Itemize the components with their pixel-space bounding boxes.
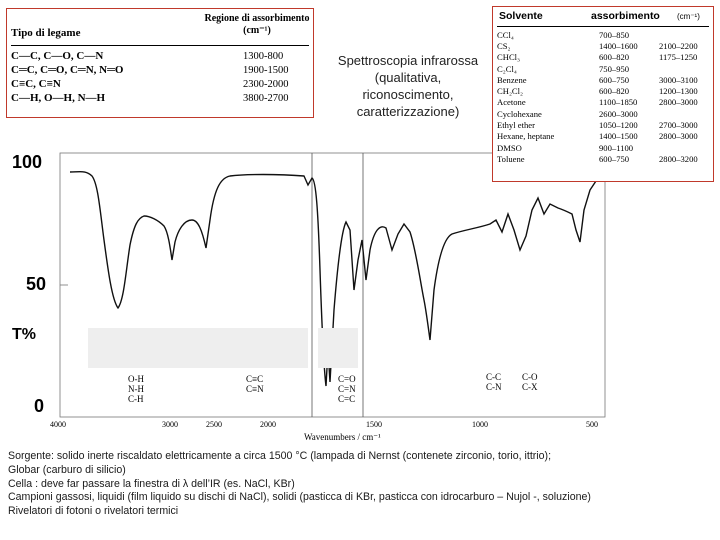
solvent-name: C₂Cl₄ (497, 63, 517, 74)
x-tick: 3000 (162, 420, 178, 429)
solvent-range-2: 1175–1250 (659, 52, 698, 63)
solvent-range-2: 1200–1300 (659, 86, 698, 97)
solvent-name: Acetone (497, 97, 526, 108)
solvent-range-2: 2100–2200 (659, 40, 698, 51)
table-row (497, 153, 709, 164)
bond-label: C—H, O—H, N—H (11, 92, 106, 104)
solvent-name: Cyclohexane (497, 108, 542, 119)
region-label-r2 (246, 374, 264, 394)
solvent-header: Solvente (499, 10, 543, 22)
solvent-range-1: 700–850 (599, 29, 630, 40)
bond-range: 2300-2000 (243, 78, 289, 90)
table-row (497, 63, 709, 74)
solvent-name: Benzene (497, 74, 527, 85)
table-row (11, 91, 311, 105)
solvent-range-1: 600–820 (599, 86, 630, 97)
x-tick: 4000 (50, 420, 66, 429)
bond-type-table (6, 8, 314, 118)
table-row (497, 52, 709, 63)
solvent-range-1: 1400–1600 (599, 40, 638, 51)
table-row (497, 40, 709, 51)
table-row (11, 63, 311, 77)
ir-spectrum (8, 150, 610, 448)
table-divider (497, 26, 709, 27)
table-divider (11, 45, 309, 46)
table-row (497, 131, 709, 142)
table-row (497, 108, 709, 119)
table-row (497, 119, 709, 130)
region-label-r4a (486, 372, 502, 392)
region-label: N-H (128, 384, 144, 394)
region-label: O-H (128, 374, 144, 384)
solvent-range-1: 600–750 (599, 153, 630, 164)
x-tick: 1000 (472, 420, 488, 429)
note-line: Globar (carburo di silicio) (8, 463, 126, 476)
x-axis-label: Wavenumbers / cm⁻¹ (304, 432, 381, 442)
region-label-r4b (522, 372, 538, 392)
table-row (497, 85, 709, 96)
solvent-range-1: 750–950 (599, 63, 630, 74)
solvent-range-2: 2800–3000 (659, 131, 698, 142)
y-tick-100: 100 (12, 152, 43, 172)
region-label: C≡C (246, 374, 264, 384)
solvent-range-1: 2600–3000 (599, 108, 638, 119)
table-row (11, 49, 311, 63)
solvent-range-2: 3000–3100 (659, 74, 698, 85)
title-line: (qualitativa, (374, 70, 442, 85)
y-axis-unit: T% (12, 326, 36, 343)
solvent-name: Ethyl ether (497, 120, 535, 131)
region-label: C-C (486, 372, 502, 382)
bond-label: C—C, C—O, C—N (11, 50, 104, 62)
table-row (497, 29, 709, 40)
solvent-range-2: 2700–3000 (659, 120, 698, 131)
spectrum-plot (8, 150, 610, 448)
bond-range: 3800-2700 (243, 92, 289, 104)
solvent-range-1: 900–1100 (599, 142, 634, 153)
y-tick-0: 0 (34, 396, 45, 416)
solvent-name: CH₂Cl₂ (497, 86, 524, 97)
bond-range: 1900-1500 (243, 64, 289, 76)
bond-range: 1300-800 (243, 50, 284, 62)
solvent-range-2: 2800–3000 (659, 97, 698, 108)
region-label-r1 (128, 374, 144, 404)
solvent-range-1: 1100–1850 (599, 97, 638, 108)
absorption-header: assorbimento (591, 10, 660, 22)
note-line: Cella : deve far passare la finestra di λ dell’IR (es. NaCl, KBr) (8, 477, 295, 490)
region-label: C-N (486, 382, 502, 392)
solvent-range-1: 1050–1200 (599, 120, 638, 131)
region-label: C-O (522, 372, 538, 382)
x-tick: 2000 (260, 420, 276, 429)
region-label: C=C (338, 394, 356, 404)
note-line: Campioni gassosi, liquidi (film liquido su dischi di NaCl), solidi (pasticca di KBr, pasticca con idrocarburo – Nujol -, soluzione) (8, 491, 591, 504)
solvent-name: DMSO (497, 142, 522, 153)
notes-block (8, 450, 716, 519)
y-tick-50: 50 (26, 274, 47, 294)
solvent-range-2: 2800–3200 (659, 153, 698, 164)
x-tick: 500 (586, 420, 598, 429)
bond-type-header: Tipo di legame (11, 27, 81, 39)
x-tick: 2500 (206, 420, 222, 429)
region-label: C-X (522, 382, 538, 392)
bond-label: C═C, C═O, C═N, N═O (11, 64, 124, 76)
solvent-name: CS₂ (497, 40, 511, 51)
solvent-name: CHCl₃ (497, 52, 521, 63)
solvent-name: Hexane, heptane (497, 131, 555, 142)
table-row (497, 97, 709, 108)
table-row (497, 74, 709, 85)
table-row (497, 142, 709, 153)
solvent-name: Toluene (497, 153, 525, 164)
region-label: C=N (338, 384, 356, 394)
solvent-range-1: 1400–1500 (599, 131, 638, 142)
solvent-name: CCl₄ (497, 29, 514, 40)
solvent-range-1: 600–750 (599, 74, 630, 85)
solvent-table (492, 6, 714, 182)
region-label-r3 (338, 374, 356, 404)
slide-title (318, 52, 498, 120)
solvent-range-1: 600–820 (599, 52, 630, 63)
bond-label: C≡C, C≡N (11, 78, 61, 90)
x-tick: 1500 (366, 420, 382, 429)
region-label: C=O (338, 374, 356, 384)
title-line: Spettroscopia infrarossa (337, 53, 479, 68)
title-line: caratterizzazione) (356, 104, 460, 119)
region-label: C≡N (246, 384, 264, 394)
unit-header: (cm⁻¹) (677, 12, 700, 21)
title-line: riconoscimento, (362, 87, 454, 102)
region-label: C-H (128, 394, 144, 404)
absorption-region-header: Regione di assorbimento (cm⁻¹) (204, 13, 310, 36)
note-line: Rivelatori di fotoni o rivelatori termici (8, 505, 179, 518)
table-row (11, 77, 311, 91)
note-line: Sorgente: solido inerte riscaldato elettricamente a circa 1500 °C (lampada di Nernst (contenete zirconio, torio, ittrio); (8, 450, 552, 462)
